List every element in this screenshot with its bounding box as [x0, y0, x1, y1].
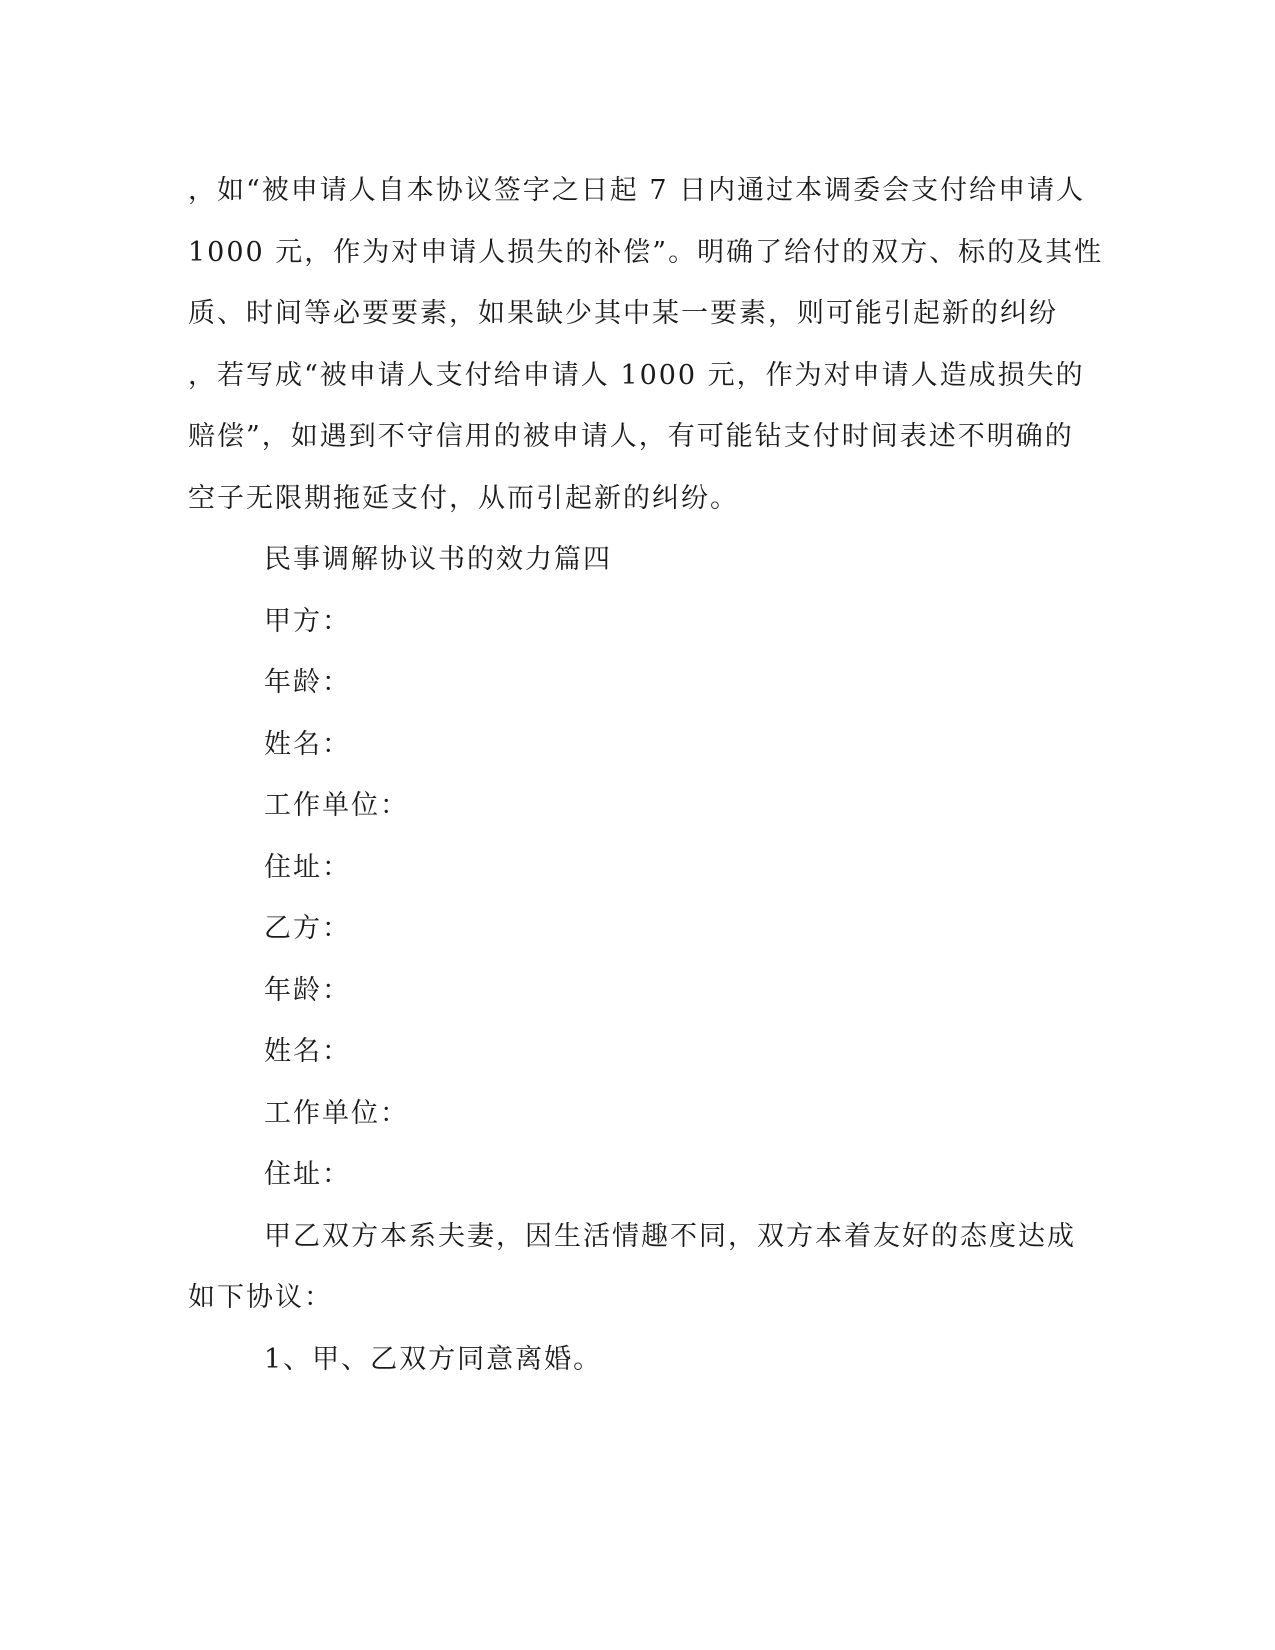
- text-line: 赔偿”，如遇到不守信用的被申请人，有可能钻支付时间表述不明确的: [188, 421, 1074, 452]
- party-b-age-label: 年龄：: [264, 974, 351, 1006]
- party-a-address-label: 住址：: [264, 851, 351, 883]
- text-line: ，如“被申请人自本协议签字之日起 7 日内通过本调委会支付给申请人: [188, 175, 1086, 206]
- party-b-address-label: 住址：: [264, 1159, 351, 1190]
- party-b-label: 乙方：: [264, 913, 351, 944]
- document-body: [188, 160, 1104, 1390]
- agreement-intro: 甲乙双方本系夫妻，因生活情趣不同，双方本着友好的态度达成: [264, 1220, 1076, 1252]
- party-b-name-label: 姓名：: [264, 1036, 351, 1067]
- party-a-label: 甲方：: [264, 605, 351, 637]
- text-line: 1000 元，作为对申请人损失的补偿”。明确了给付的双方、标的及其性: [188, 236, 1104, 268]
- text-line: 质、时间等必要要素，如果缺少其中某一要素，则可能引起新的纠纷: [188, 298, 1058, 329]
- agreement-intro-continued: 如下协议：: [188, 1282, 333, 1313]
- party-a-age-label: 年龄：: [264, 667, 351, 698]
- text-line: ，若写成“被申请人支付给申请人 1000 元，作为对申请人造成损失的: [188, 359, 1085, 391]
- party-b-employer-label: 工作单位：: [264, 1097, 409, 1129]
- section-heading: 民事调解协议书的效力篇四: [264, 544, 612, 575]
- agreement-clause-1: 1、甲、乙双方同意离婚。: [264, 1343, 603, 1375]
- party-a-name-label: 姓名：: [264, 728, 351, 760]
- text-line: 空子无限期拖延支付，从而引起新的纠纷。: [188, 482, 739, 514]
- party-a-employer-label: 工作单位：: [264, 790, 409, 821]
